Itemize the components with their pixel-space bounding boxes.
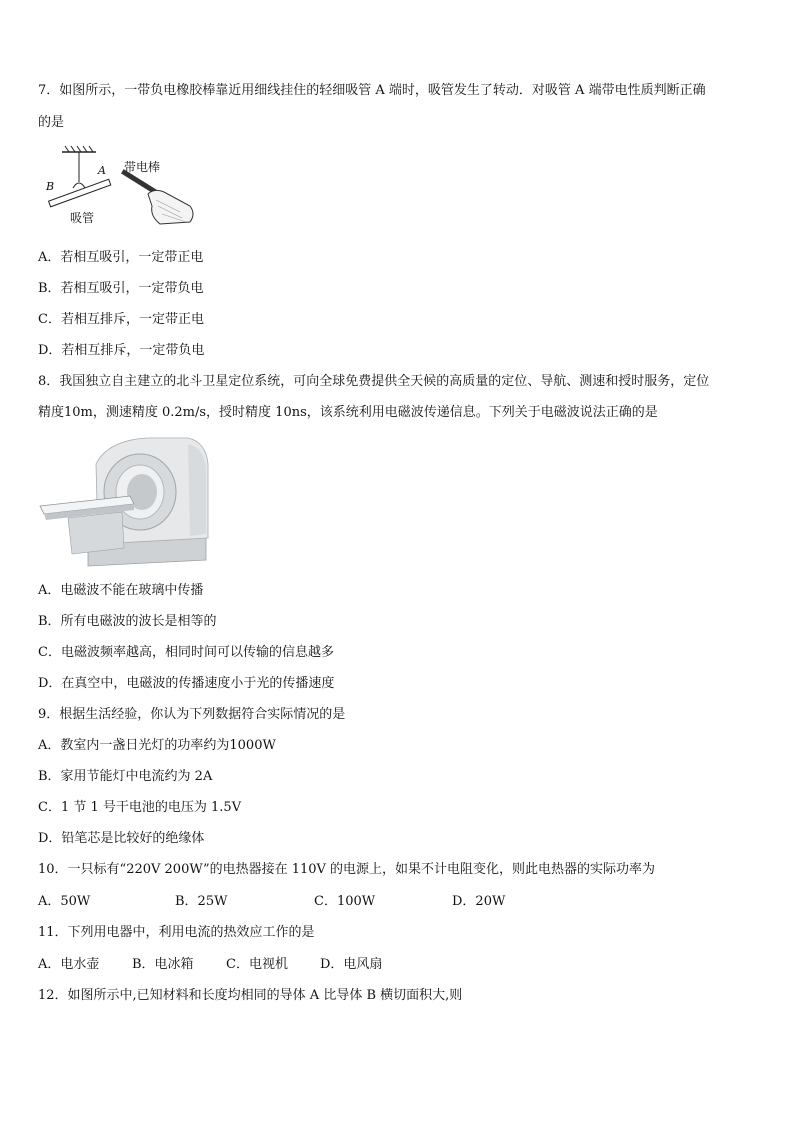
q9-option-a: A．教室内一盏日光灯的功率约为1000W — [38, 738, 276, 753]
q7-option-a: A．若相互吸引，一定带正电 — [38, 250, 204, 265]
mri-scanner-figure — [38, 434, 210, 568]
q10-stem: 10．一只标有“220V 200W”的电热器接在 110V 的电源上，如果不计电阻变化，则此电热器的实际功率为 — [38, 862, 656, 877]
q10-option-b: B．25W — [175, 894, 228, 909]
q9-stem: 9．根据生活经验，你认为下列数据符合实际情况的是 — [38, 707, 346, 722]
q7-option-d: D．若相互排斥，一定带负电 — [38, 343, 205, 358]
q8-option-b: B．所有电磁波的波长是相等的 — [38, 614, 217, 629]
q8-stem-line2: 精度10m，测速精度 0.2m/s，授时精度 10ns，该系统利用电磁波传递信息。下列关于电磁波说法正确的是 — [38, 405, 658, 420]
q7-stem-line1: 7．如图所示，一带负电橡胶棒靠近用细线挂住的轻细吸管 A 端时，吸管发生了转动．对吸管 A 端带电性质判断正确 — [38, 83, 706, 98]
q7-option-c: C．若相互排斥，一定带正电 — [38, 312, 204, 327]
q8-option-c: C．电磁波频率越高，相同时间可以传输的信息越多 — [38, 645, 334, 660]
q11-option-b: B．电冰箱 — [132, 957, 194, 972]
q9-option-b: B．家用节能灯中电流约为 2A — [38, 769, 213, 784]
q7-stem-line2: 的是 — [38, 115, 65, 130]
q7-option-b: B．若相互吸引，一定带负电 — [38, 281, 204, 296]
q11-option-d: D．电风扇 — [320, 957, 383, 972]
q12-stem: 12．如图所示中,已知材料和长度均相同的导体 A 比导体 B 横切面积大,则 — [38, 988, 463, 1003]
q11-option-c: C．电视机 — [226, 957, 288, 972]
q8-option-d: D．在真空中，电磁波的传播速度小于光的传播速度 — [38, 676, 335, 691]
q10-option-c: C．100W — [314, 894, 376, 909]
q7-straw-rod-figure — [40, 144, 200, 226]
q11-option-a: A．电水壶 — [38, 957, 100, 972]
q9-option-d: D．铅笔芯是比较好的绝缘体 — [38, 831, 205, 846]
straw-label: 吸管 — [70, 211, 95, 225]
q8-stem-line1: 8．我国独立自主建立的北斗卫星定位系统，可向全球免费提供全天候的高质量的定位、导航、测速和授时服务，定位 — [38, 374, 710, 389]
q8-option-a: A．电磁波不能在玻璃中传播 — [38, 583, 204, 598]
q9-option-c: C．1 节 1 号干电池的电压为 1.5V — [38, 800, 242, 815]
rod-label: 带电棒 — [124, 160, 161, 174]
end-b-label: B — [46, 180, 55, 193]
q11-stem: 11．下列用电器中，利用电流的热效应工作的是 — [38, 925, 315, 940]
end-a-label: A — [98, 164, 106, 177]
q10-option-d: D．20W — [452, 894, 506, 909]
q10-option-a: A．50W — [38, 894, 91, 909]
